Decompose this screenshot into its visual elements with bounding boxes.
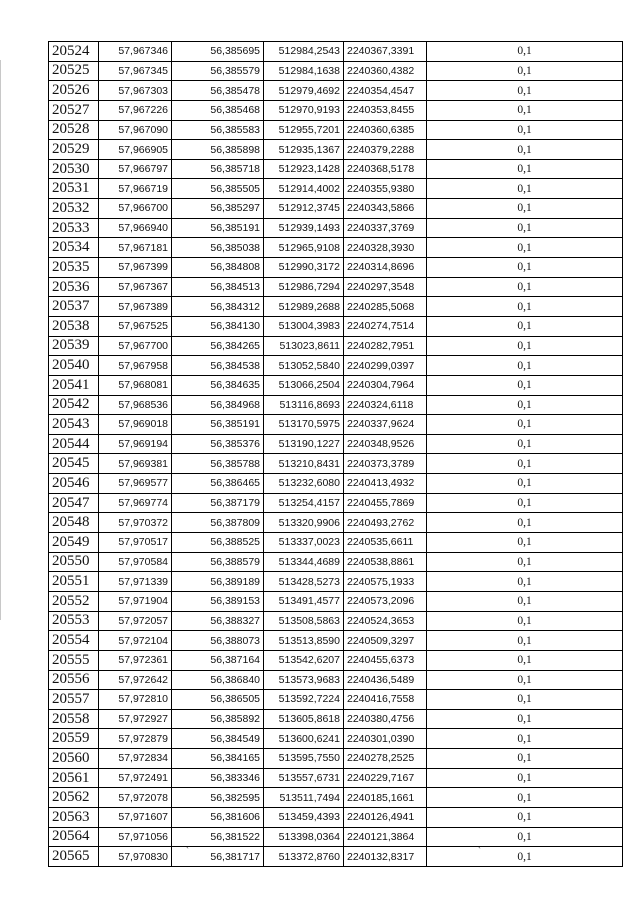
point-number-cell: 20561 — [49, 768, 99, 788]
scan-edge-line — [0, 60, 1, 620]
point-number-cell: 20565 — [49, 847, 99, 867]
accuracy-cell: 0,1 — [427, 218, 623, 238]
longitude-cell: 56,384968 — [172, 395, 264, 415]
x-coordinate-cell: 512935,1367 — [264, 140, 344, 160]
x-coordinate-cell: 512990,3172 — [264, 258, 344, 278]
longitude-cell: 56,385468 — [172, 100, 264, 120]
y-coordinate-cell: 2240575,1933 — [344, 572, 427, 592]
accuracy-cell: 0,1 — [427, 552, 623, 572]
latitude-cell: 57,970584 — [99, 552, 172, 572]
point-number-cell: 20527 — [49, 100, 99, 120]
table-row — [49, 81, 623, 101]
point-number-cell: 20530 — [49, 159, 99, 179]
table-row — [49, 140, 623, 160]
accuracy-cell: 0,1 — [427, 277, 623, 297]
latitude-cell: 57,967367 — [99, 277, 172, 297]
latitude-cell: 57,969194 — [99, 434, 172, 454]
latitude-cell: 57,968081 — [99, 375, 172, 395]
point-number-cell: 20543 — [49, 415, 99, 435]
accuracy-cell: 0,1 — [427, 434, 623, 454]
accuracy-cell: 0,1 — [427, 474, 623, 494]
x-coordinate-cell: 513023,8611 — [264, 336, 344, 356]
latitude-cell: 57,966797 — [99, 159, 172, 179]
y-coordinate-cell: 2240328,3930 — [344, 238, 427, 258]
y-coordinate-cell: 2240535,6611 — [344, 533, 427, 553]
longitude-cell: 56,381522 — [172, 827, 264, 847]
table-row — [49, 807, 623, 827]
longitude-cell: 56,387179 — [172, 493, 264, 513]
x-coordinate-cell: 513320,9906 — [264, 513, 344, 533]
x-coordinate-cell: 513398,0364 — [264, 827, 344, 847]
longitude-cell: 56,386465 — [172, 474, 264, 494]
table-row — [49, 533, 623, 553]
accuracy-cell: 0,1 — [427, 513, 623, 533]
longitude-cell: 56,385038 — [172, 238, 264, 258]
point-number-cell: 20534 — [49, 238, 99, 258]
table-row — [49, 395, 623, 415]
x-coordinate-cell: 512914,4002 — [264, 179, 344, 199]
y-coordinate-cell: 2240573,2096 — [344, 591, 427, 611]
longitude-cell: 56,384312 — [172, 297, 264, 317]
x-coordinate-cell: 512979,4692 — [264, 81, 344, 101]
accuracy-cell: 0,1 — [427, 650, 623, 670]
accuracy-cell: 0,1 — [427, 807, 623, 827]
y-coordinate-cell: 2240436,5489 — [344, 670, 427, 690]
latitude-cell: 57,967303 — [99, 81, 172, 101]
latitude-cell: 57,971607 — [99, 807, 172, 827]
accuracy-cell: 0,1 — [427, 670, 623, 690]
accuracy-cell: 0,1 — [427, 709, 623, 729]
longitude-cell: 56,384265 — [172, 336, 264, 356]
accuracy-cell: 0,1 — [427, 847, 623, 867]
latitude-cell: 57,967389 — [99, 297, 172, 317]
longitude-cell: 56,385191 — [172, 218, 264, 238]
latitude-cell: 57,967090 — [99, 120, 172, 140]
longitude-cell: 56,389189 — [172, 572, 264, 592]
accuracy-cell: 0,1 — [427, 415, 623, 435]
longitude-cell: 56,385695 — [172, 42, 264, 62]
longitude-cell: 56,381717 — [172, 847, 264, 867]
y-coordinate-cell: 2240126,4941 — [344, 807, 427, 827]
latitude-cell: 57,967181 — [99, 238, 172, 258]
x-coordinate-cell: 513210,8431 — [264, 454, 344, 474]
y-coordinate-cell: 2240379,2288 — [344, 140, 427, 160]
x-coordinate-cell: 513600,6241 — [264, 729, 344, 749]
latitude-cell: 57,972642 — [99, 670, 172, 690]
latitude-cell: 57,972879 — [99, 729, 172, 749]
point-number-cell: 20538 — [49, 316, 99, 336]
table-row — [49, 277, 623, 297]
point-number-cell: 20540 — [49, 356, 99, 376]
latitude-cell: 57,970517 — [99, 533, 172, 553]
table-row — [49, 631, 623, 651]
table-row — [49, 120, 623, 140]
longitude-cell: 56,387164 — [172, 650, 264, 670]
accuracy-cell: 0,1 — [427, 493, 623, 513]
y-coordinate-cell: 2240348,9526 — [344, 434, 427, 454]
x-coordinate-cell: 513605,8618 — [264, 709, 344, 729]
latitude-cell: 57,970372 — [99, 513, 172, 533]
point-number-cell: 20556 — [49, 670, 99, 690]
y-coordinate-cell: 2240282,7951 — [344, 336, 427, 356]
point-number-cell: 20524 — [49, 42, 99, 62]
y-coordinate-cell: 2240455,6373 — [344, 650, 427, 670]
x-coordinate-cell: 512939,1493 — [264, 218, 344, 238]
scan-speck: ` — [478, 846, 481, 856]
accuracy-cell: 0,1 — [427, 42, 623, 62]
table-row — [49, 238, 623, 258]
y-coordinate-cell: 2240455,7869 — [344, 493, 427, 513]
accuracy-cell: 0,1 — [427, 159, 623, 179]
point-number-cell: 20533 — [49, 218, 99, 238]
y-coordinate-cell: 2240367,3391 — [344, 42, 427, 62]
table-row — [49, 297, 623, 317]
y-coordinate-cell: 2240493,2762 — [344, 513, 427, 533]
table-row — [49, 179, 623, 199]
latitude-cell: 57,967345 — [99, 61, 172, 81]
table-row — [49, 513, 623, 533]
coordinates-table-body — [49, 42, 623, 867]
y-coordinate-cell: 2240538,8861 — [344, 552, 427, 572]
point-number-cell: 20557 — [49, 690, 99, 710]
accuracy-cell: 0,1 — [427, 572, 623, 592]
table-row — [49, 552, 623, 572]
latitude-cell: 57,972927 — [99, 709, 172, 729]
y-coordinate-cell: 2240343,5866 — [344, 199, 427, 219]
table-row — [49, 434, 623, 454]
accuracy-cell: 0,1 — [427, 768, 623, 788]
x-coordinate-cell: 513004,3983 — [264, 316, 344, 336]
x-coordinate-cell: 513592,7224 — [264, 690, 344, 710]
latitude-cell: 57,967700 — [99, 336, 172, 356]
latitude-cell: 57,967346 — [99, 42, 172, 62]
longitude-cell: 56,385191 — [172, 415, 264, 435]
x-coordinate-cell: 513232,6080 — [264, 474, 344, 494]
x-coordinate-cell: 513372,8760 — [264, 847, 344, 867]
accuracy-cell: 0,1 — [427, 749, 623, 769]
point-number-cell: 20544 — [49, 434, 99, 454]
table-row — [49, 572, 623, 592]
longitude-cell: 56,389153 — [172, 591, 264, 611]
y-coordinate-cell: 2240416,7558 — [344, 690, 427, 710]
y-coordinate-cell: 2240509,3297 — [344, 631, 427, 651]
latitude-cell: 57,966905 — [99, 140, 172, 160]
accuracy-cell: 0,1 — [427, 258, 623, 278]
latitude-cell: 57,969381 — [99, 454, 172, 474]
y-coordinate-cell: 2240380,4756 — [344, 709, 427, 729]
table-row — [49, 788, 623, 808]
latitude-cell: 57,969577 — [99, 474, 172, 494]
longitude-cell: 56,381606 — [172, 807, 264, 827]
accuracy-cell: 0,1 — [427, 61, 623, 81]
x-coordinate-cell: 513513,8590 — [264, 631, 344, 651]
y-coordinate-cell: 2240185,1661 — [344, 788, 427, 808]
latitude-cell: 57,972057 — [99, 611, 172, 631]
longitude-cell: 56,386840 — [172, 670, 264, 690]
x-coordinate-cell: 513066,2504 — [264, 375, 344, 395]
y-coordinate-cell: 2240353,8455 — [344, 100, 427, 120]
accuracy-cell: 0,1 — [427, 81, 623, 101]
table-row — [49, 356, 623, 376]
coordinates-table — [48, 41, 623, 867]
accuracy-cell: 0,1 — [427, 375, 623, 395]
longitude-cell: 56,385376 — [172, 434, 264, 454]
longitude-cell: 56,385505 — [172, 179, 264, 199]
x-coordinate-cell: 513491,4577 — [264, 591, 344, 611]
longitude-cell: 56,384165 — [172, 749, 264, 769]
latitude-cell: 57,972834 — [99, 749, 172, 769]
accuracy-cell: 0,1 — [427, 827, 623, 847]
y-coordinate-cell: 2240121,3864 — [344, 827, 427, 847]
longitude-cell: 56,385478 — [172, 81, 264, 101]
table-row — [49, 375, 623, 395]
point-number-cell: 20548 — [49, 513, 99, 533]
latitude-cell: 57,972361 — [99, 650, 172, 670]
y-coordinate-cell: 2240337,3769 — [344, 218, 427, 238]
longitude-cell: 56,386505 — [172, 690, 264, 710]
y-coordinate-cell: 2240278,2525 — [344, 749, 427, 769]
x-coordinate-cell: 513170,5975 — [264, 415, 344, 435]
point-number-cell: 20551 — [49, 572, 99, 592]
x-coordinate-cell: 513428,5273 — [264, 572, 344, 592]
accuracy-cell: 0,1 — [427, 297, 623, 317]
x-coordinate-cell: 512912,3745 — [264, 199, 344, 219]
accuracy-cell: 0,1 — [427, 316, 623, 336]
accuracy-cell: 0,1 — [427, 120, 623, 140]
table-row — [49, 709, 623, 729]
point-number-cell: 20539 — [49, 336, 99, 356]
table-row — [49, 591, 623, 611]
latitude-cell: 57,969774 — [99, 493, 172, 513]
x-coordinate-cell: 512923,1428 — [264, 159, 344, 179]
accuracy-cell: 0,1 — [427, 395, 623, 415]
latitude-cell: 57,972810 — [99, 690, 172, 710]
accuracy-cell: 0,1 — [427, 199, 623, 219]
latitude-cell: 57,966719 — [99, 179, 172, 199]
point-number-cell: 20541 — [49, 375, 99, 395]
x-coordinate-cell: 513557,6731 — [264, 768, 344, 788]
point-number-cell: 20552 — [49, 591, 99, 611]
x-coordinate-cell: 513511,7494 — [264, 788, 344, 808]
table-row — [49, 611, 623, 631]
longitude-cell: 56,384130 — [172, 316, 264, 336]
accuracy-cell: 0,1 — [427, 454, 623, 474]
y-coordinate-cell: 2240413,4932 — [344, 474, 427, 494]
point-number-cell: 20549 — [49, 533, 99, 553]
x-coordinate-cell: 513573,9683 — [264, 670, 344, 690]
latitude-cell: 57,966700 — [99, 199, 172, 219]
y-coordinate-cell: 2240368,5178 — [344, 159, 427, 179]
table-row — [49, 847, 623, 867]
longitude-cell: 56,388073 — [172, 631, 264, 651]
accuracy-cell: 0,1 — [427, 729, 623, 749]
point-number-cell: 20546 — [49, 474, 99, 494]
table-row — [49, 316, 623, 336]
y-coordinate-cell: 2240274,7514 — [344, 316, 427, 336]
longitude-cell: 56,385583 — [172, 120, 264, 140]
longitude-cell: 56,385788 — [172, 454, 264, 474]
longitude-cell: 56,385579 — [172, 61, 264, 81]
longitude-cell: 56,384808 — [172, 258, 264, 278]
scan-speck: ` — [186, 846, 189, 856]
point-number-cell: 20545 — [49, 454, 99, 474]
y-coordinate-cell: 2240299,0397 — [344, 356, 427, 376]
table-row — [49, 650, 623, 670]
point-number-cell: 20562 — [49, 788, 99, 808]
point-number-cell: 20563 — [49, 807, 99, 827]
latitude-cell: 57,972491 — [99, 768, 172, 788]
y-coordinate-cell: 2240524,3653 — [344, 611, 427, 631]
latitude-cell: 57,966940 — [99, 218, 172, 238]
x-coordinate-cell: 513459,4393 — [264, 807, 344, 827]
point-number-cell: 20526 — [49, 81, 99, 101]
point-number-cell: 20547 — [49, 493, 99, 513]
longitude-cell: 56,388525 — [172, 533, 264, 553]
point-number-cell: 20558 — [49, 709, 99, 729]
point-number-cell: 20532 — [49, 199, 99, 219]
table-row — [49, 159, 623, 179]
table-row — [49, 749, 623, 769]
accuracy-cell: 0,1 — [427, 788, 623, 808]
point-number-cell: 20564 — [49, 827, 99, 847]
table-row — [49, 61, 623, 81]
y-coordinate-cell: 2240360,4382 — [344, 61, 427, 81]
table-row — [49, 199, 623, 219]
x-coordinate-cell: 513337,0023 — [264, 533, 344, 553]
accuracy-cell: 0,1 — [427, 179, 623, 199]
x-coordinate-cell: 512986,7294 — [264, 277, 344, 297]
longitude-cell: 56,384549 — [172, 729, 264, 749]
x-coordinate-cell: 512984,1638 — [264, 61, 344, 81]
table-row — [49, 42, 623, 62]
latitude-cell: 57,968536 — [99, 395, 172, 415]
accuracy-cell: 0,1 — [427, 631, 623, 651]
y-coordinate-cell: 2240304,7964 — [344, 375, 427, 395]
table-row — [49, 100, 623, 120]
y-coordinate-cell: 2240301,0390 — [344, 729, 427, 749]
y-coordinate-cell: 2240324,6118 — [344, 395, 427, 415]
latitude-cell: 57,967226 — [99, 100, 172, 120]
table-row — [49, 670, 623, 690]
point-number-cell: 20553 — [49, 611, 99, 631]
x-coordinate-cell: 513116,8693 — [264, 395, 344, 415]
longitude-cell: 56,383346 — [172, 768, 264, 788]
point-number-cell: 20560 — [49, 749, 99, 769]
latitude-cell: 57,967525 — [99, 316, 172, 336]
y-coordinate-cell: 2240337,9624 — [344, 415, 427, 435]
y-coordinate-cell: 2240229,7167 — [344, 768, 427, 788]
x-coordinate-cell: 513542,6207 — [264, 650, 344, 670]
x-coordinate-cell: 513190,1227 — [264, 434, 344, 454]
point-number-cell: 20531 — [49, 179, 99, 199]
point-number-cell: 20536 — [49, 277, 99, 297]
y-coordinate-cell: 2240373,3789 — [344, 454, 427, 474]
x-coordinate-cell: 513344,4689 — [264, 552, 344, 572]
y-coordinate-cell: 2240314,8696 — [344, 258, 427, 278]
longitude-cell: 56,382595 — [172, 788, 264, 808]
table-row — [49, 768, 623, 788]
accuracy-cell: 0,1 — [427, 533, 623, 553]
table-row — [49, 336, 623, 356]
accuracy-cell: 0,1 — [427, 238, 623, 258]
x-coordinate-cell: 513508,5863 — [264, 611, 344, 631]
x-coordinate-cell: 512984,2543 — [264, 42, 344, 62]
point-number-cell: 20529 — [49, 140, 99, 160]
table-row — [49, 454, 623, 474]
latitude-cell: 57,967399 — [99, 258, 172, 278]
table-row — [49, 827, 623, 847]
y-coordinate-cell: 2240360,6385 — [344, 120, 427, 140]
longitude-cell: 56,385898 — [172, 140, 264, 160]
x-coordinate-cell: 513595,7550 — [264, 749, 344, 769]
x-coordinate-cell: 512970,9193 — [264, 100, 344, 120]
longitude-cell: 56,387809 — [172, 513, 264, 533]
longitude-cell: 56,385892 — [172, 709, 264, 729]
point-number-cell: 20537 — [49, 297, 99, 317]
y-coordinate-cell: 2240355,9380 — [344, 179, 427, 199]
table-row — [49, 415, 623, 435]
table-row — [49, 690, 623, 710]
x-coordinate-cell: 513254,4157 — [264, 493, 344, 513]
longitude-cell: 56,385297 — [172, 199, 264, 219]
latitude-cell: 57,971339 — [99, 572, 172, 592]
accuracy-cell: 0,1 — [427, 100, 623, 120]
accuracy-cell: 0,1 — [427, 140, 623, 160]
latitude-cell: 57,971904 — [99, 591, 172, 611]
accuracy-cell: 0,1 — [427, 356, 623, 376]
latitude-cell: 57,972104 — [99, 631, 172, 651]
longitude-cell: 56,388579 — [172, 552, 264, 572]
x-coordinate-cell: 513052,5840 — [264, 356, 344, 376]
point-number-cell: 20528 — [49, 120, 99, 140]
latitude-cell: 57,967958 — [99, 356, 172, 376]
point-number-cell: 20559 — [49, 729, 99, 749]
latitude-cell: 57,972078 — [99, 788, 172, 808]
x-coordinate-cell: 512955,7201 — [264, 120, 344, 140]
table-row — [49, 258, 623, 278]
point-number-cell: 20554 — [49, 631, 99, 651]
point-number-cell: 20542 — [49, 395, 99, 415]
accuracy-cell: 0,1 — [427, 336, 623, 356]
y-coordinate-cell: 2240297,3548 — [344, 277, 427, 297]
table-row — [49, 218, 623, 238]
x-coordinate-cell: 512989,2688 — [264, 297, 344, 317]
accuracy-cell: 0,1 — [427, 591, 623, 611]
longitude-cell: 56,388327 — [172, 611, 264, 631]
y-coordinate-cell: 2240132,8317 — [344, 847, 427, 867]
longitude-cell: 56,385718 — [172, 159, 264, 179]
longitude-cell: 56,384538 — [172, 356, 264, 376]
point-number-cell: 20525 — [49, 61, 99, 81]
y-coordinate-cell: 2240354,4547 — [344, 81, 427, 101]
table-row — [49, 474, 623, 494]
table-row — [49, 493, 623, 513]
point-number-cell: 20550 — [49, 552, 99, 572]
latitude-cell: 57,970830 — [99, 847, 172, 867]
latitude-cell: 57,969018 — [99, 415, 172, 435]
point-number-cell: 20555 — [49, 650, 99, 670]
longitude-cell: 56,384635 — [172, 375, 264, 395]
accuracy-cell: 0,1 — [427, 611, 623, 631]
point-number-cell: 20535 — [49, 258, 99, 278]
y-coordinate-cell: 2240285,5068 — [344, 297, 427, 317]
latitude-cell: 57,971056 — [99, 827, 172, 847]
x-coordinate-cell: 512965,9108 — [264, 238, 344, 258]
accuracy-cell: 0,1 — [427, 690, 623, 710]
table-row — [49, 729, 623, 749]
longitude-cell: 56,384513 — [172, 277, 264, 297]
